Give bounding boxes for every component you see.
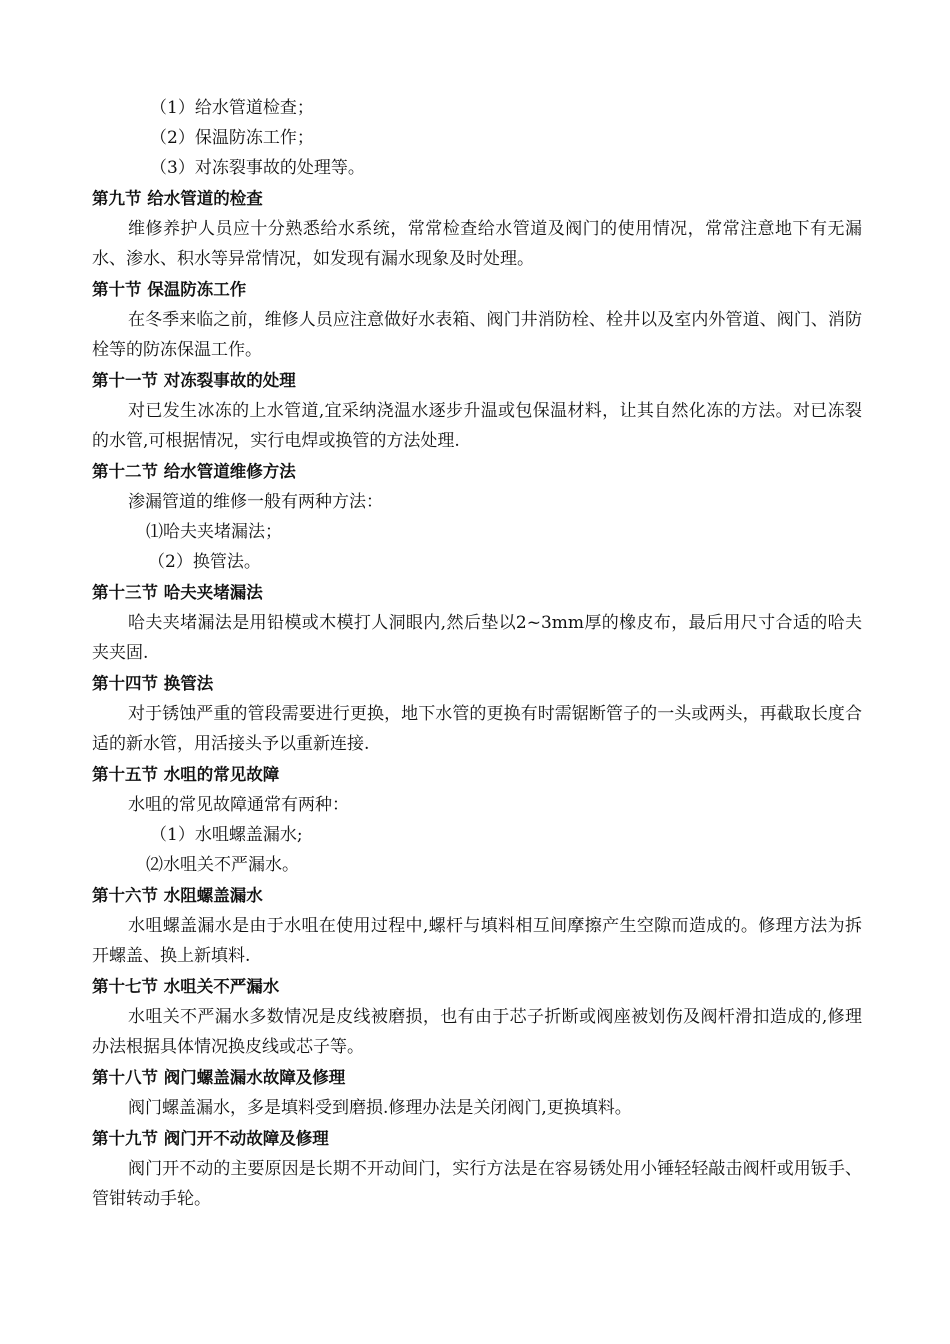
list-item: （3）对冻裂事故的处理等。	[150, 158, 365, 178]
section-paragraph: 水咀的常见故障通常有两种：	[128, 795, 349, 815]
section-paragraph: 对已发生冰冻的上水管道,宜采纳浇温水逐步升温或包保温材料，让其自然化冻的方法。对已冻裂的水管,可根据情况，实行电焊或换管的方法处理.	[92, 401, 862, 451]
section-heading: 第十二节 给水管道维修方法	[92, 462, 296, 481]
section-heading: 第十八节 阀门螺盖漏水故障及修理	[92, 1068, 346, 1087]
section-paragraph: 对于锈蚀严重的管段需要进行更换，地下水管的更换有时需锯断管子的一头或两头，再截取长度合适的新水管，用活接头予以重新连接.	[92, 704, 862, 754]
section-heading: 第十四节 换管法	[92, 674, 214, 693]
list-item: （2）保温防冻工作；	[150, 128, 314, 148]
list-item: （1）给水管道检查；	[150, 98, 314, 118]
section-heading: 第十三节 哈夫夹堵漏法	[92, 583, 263, 602]
section-heading: 第十五节 水咀的常见故障	[92, 765, 280, 784]
section-heading: 第九节 给水管道的检查	[92, 189, 263, 208]
list-item: ⑴哈夫夹堵漏法；	[146, 522, 282, 542]
section-paragraph: 阀门开不动的主要原因是长期不开动间门，实行方法是在容易锈处用小锤轻轻敲击阀杆或用钣手、管钳转动手轮。	[92, 1159, 862, 1209]
list-item: （2）换管法。	[148, 552, 261, 572]
list-item: ⑵水咀关不严漏水。	[146, 855, 299, 875]
section-heading: 第十七节 水咀关不严漏水	[92, 977, 280, 996]
section-paragraph: 水咀螺盖漏水是由于水咀在使用过程中,螺杆与填料相互间摩擦产生空隙而造成的。修理方法为拆开螺盖、换上新填料.	[92, 916, 862, 966]
list-item: （1）水咀螺盖漏水;	[150, 825, 303, 845]
section-paragraph: 哈夫夹堵漏法是用铅模或木模打人洞眼内,然后垫以2~3mm厚的橡皮布，最后用尺寸合适的哈夫夹夹固.	[92, 613, 862, 663]
section-heading: 第十九节 阀门开不动故障及修理	[92, 1129, 329, 1148]
section-paragraph: 维修养护人员应十分熟悉给水系统，常常检查给水管道及阀门的使用情况，常常注意地下有无漏水、渗水、积水等异常情况，如发现有漏水现象及时处理。	[92, 219, 862, 269]
section-paragraph: 渗漏管道的维修一般有两种方法：	[128, 492, 383, 512]
section-paragraph: 水咀关不严漏水多数情况是皮线被磨损，也有由于芯子折断或阀座被划伤及阀杆滑扣造成的,修理办法根据具体情况换皮线或芯子等。	[92, 1007, 862, 1057]
document-page	[92, 93, 862, 1214]
section-paragraph: 在冬季来临之前，维修人员应注意做好水表箱、阀门井消防栓、栓井以及室内外管道、阀门、消防栓等的防冻保温工作。	[92, 310, 862, 360]
section-paragraph: 阀门螺盖漏水，多是填料受到磨损.修理办法是关闭阀门,更换填料。	[128, 1098, 632, 1118]
section-heading: 第十节 保温防冻工作	[92, 280, 247, 299]
section-heading: 第十一节 对冻裂事故的处理	[92, 371, 296, 390]
section-heading: 第十六节 水阻螺盖漏水	[92, 886, 263, 905]
